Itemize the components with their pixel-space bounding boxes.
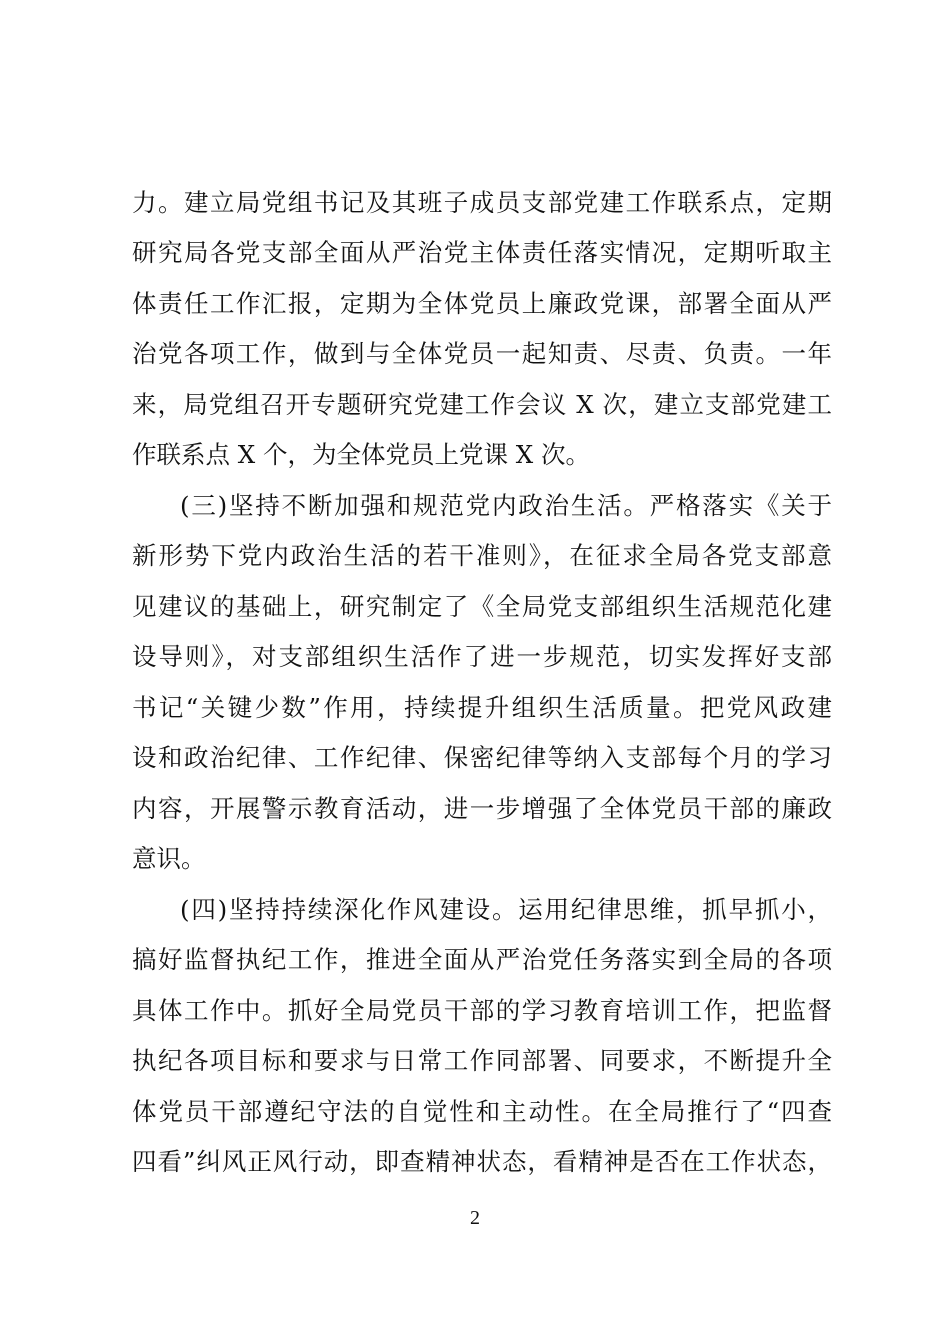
paragraph-heading-4: (四)坚持持续深化作风建设。运用纪律思维，抓早抓小， [180,895,832,924]
paragraph-heading-3: (三)坚持不断加强和规范党内政治生活。严格落实《关于 [180,491,832,520]
text-line: 四看”纠风正风行动，即查精神状态，看精神是否在工作状态， [132,1147,832,1176]
text-line: 书记“关键少数”作用，持续提升组织生活质量。把党风政建 [132,693,832,722]
text-line: 设导则》，对支部组织生活作了进一步规范，切实发挥好支部 [132,642,832,671]
text-line: 搞好监督执纪工作，推进全面从严治党任务落实到全局的各项 [132,945,832,974]
text-line: 见建议的基础上，研究制定了《全局党支部组织生活规范化建 [132,592,832,621]
text-line: 体党员干部遵纪守法的自觉性和主动性。在全局推行了“四查 [132,1097,832,1126]
text-line: 具体工作中。抓好全局党员干部的学习教育培训工作，把监督 [132,996,832,1025]
text-line: 设和政治纪律、工作纪律、保密纪律等纳入支部每个月的学习 [132,743,832,772]
text-line: 新形势下党内政治生活的若干准则》，在征求全局各党支部意 [132,541,832,570]
text-line: 体责任工作汇报，定期为全体党员上廉政党课，部署全面从严 [132,289,832,318]
text-line: 研究局各党支部全面从严治党主体责任落实情况，定期听取主 [132,238,832,267]
page-number: 2 [470,1207,480,1229]
text-line: 执纪各项目标和要求与日常工作同部署、同要求，不断提升全 [132,1046,832,1075]
text-line: 内容，开展警示教育活动，进一步增强了全体党员干部的廉政 [132,794,832,823]
text-line: 作联系点 X 个，为全体党员上党课 X 次。 [132,440,591,469]
text-line: 来，局党组召开专题研究党建工作会议 X 次，建立支部党建工 [132,390,832,419]
text-line: 意识。 [132,844,206,873]
text-line: 力。建立局党组书记及其班子成员支部党建工作联系点，定期 [132,188,832,217]
text-line: 治党各项工作，做到与全体党员一起知责、尽责、负责。一年 [132,339,832,368]
